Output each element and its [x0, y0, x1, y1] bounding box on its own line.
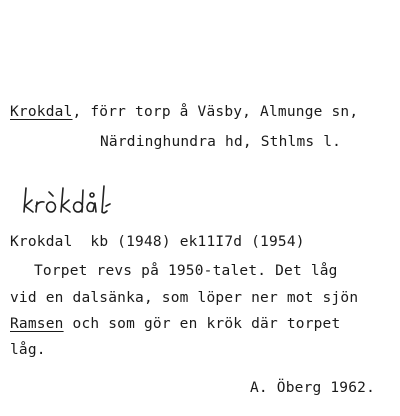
header-line-2: Närdinghundra hd, Sthlms l. — [100, 134, 342, 150]
record-sources: kb (1948) ek11I7d (1954) — [90, 234, 305, 250]
description-line-4: låg. — [10, 342, 46, 358]
record-name: Krokdal — [10, 234, 73, 250]
header-line-1 — [10, 104, 358, 120]
description-line-1: Torpet revs på 1950-talet. Det låg — [34, 263, 338, 279]
description-line-3 — [10, 316, 340, 332]
record-line — [10, 234, 305, 250]
signature: A. Öberg 1962. — [250, 380, 376, 396]
place-name: Krokdal — [10, 104, 73, 120]
header-location: , förr torp å Väsby, Almunge sn, — [72, 104, 359, 120]
description-line-3-rest: och som gör en krök där torpet — [63, 316, 341, 332]
handwritten-name — [20, 182, 130, 222]
lake-name: Ramsen — [10, 316, 64, 332]
description-line-2: vid en dalsänka, som löper ner mot sjön — [10, 290, 359, 306]
